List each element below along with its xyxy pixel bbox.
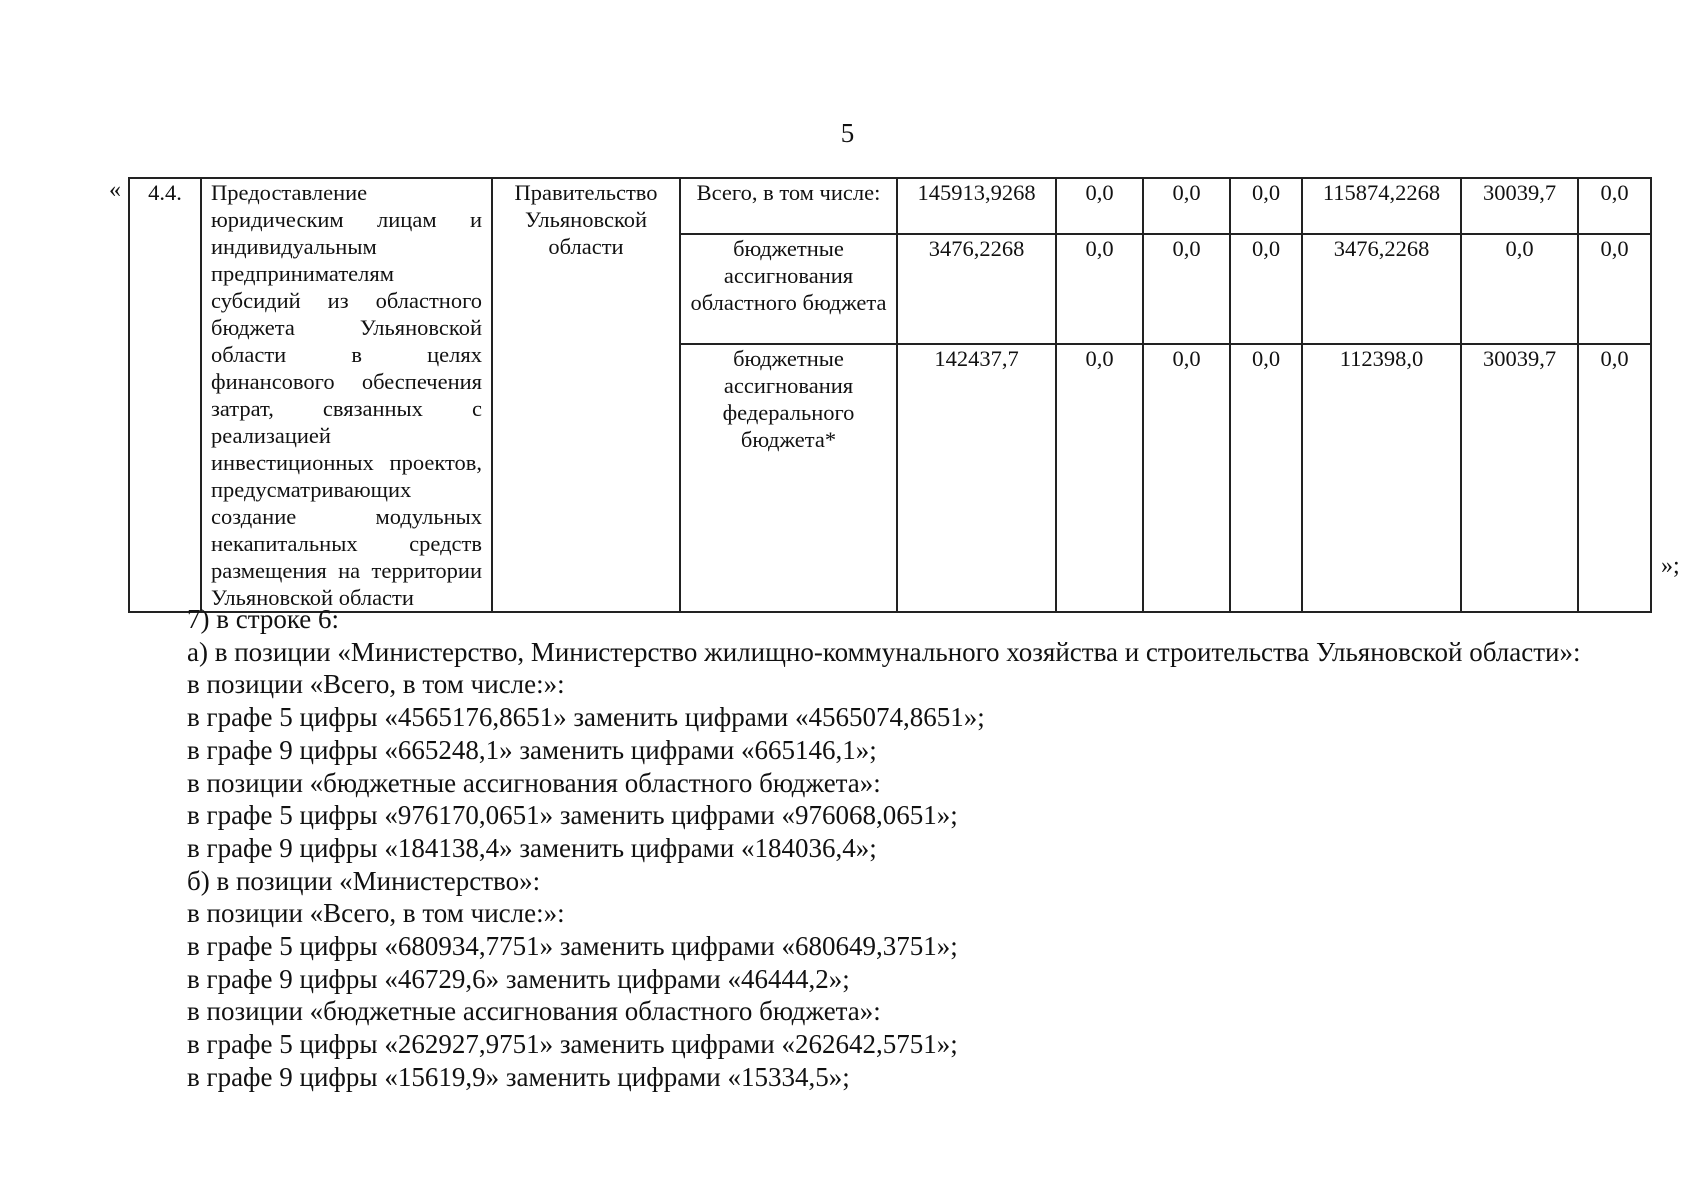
value-cell: 0,0 (1143, 234, 1230, 344)
value-cell: 0,0 (1578, 178, 1651, 234)
instruction-line: в позиции «бюджетные ассигнования областного бюджета»: (187, 767, 881, 798)
measure-description-cell: Предоставление юридическим лицам и индивидуальным предпринимателям субсидий из областного бюджета Ульяновской области в целях финансового обеспечения затрат, связанных с реализацией инвестиционных проектов, предусматривающих создание модульных некапитальных средств размещения на территории Ульяновской области (201, 178, 492, 612)
funding-source-cell: Всего, в том числе: (680, 178, 897, 234)
value-cell: 0,0 (1578, 344, 1651, 612)
instruction-line: в графе 5 цифры «4565176,8651» заменить цифрами «4565074,8651»; (187, 702, 985, 733)
value-cell: 142437,7 (897, 344, 1056, 612)
value-cell: 0,0 (1461, 234, 1578, 344)
instruction-line: а) в позиции «Министерство, Министерство жилищно-коммунального хозяйства и строительства Ульяновской области»: (187, 636, 1581, 667)
value-cell: 0,0 (1143, 178, 1230, 234)
instruction-line: в графе 9 цифры «665248,1» заменить цифрами «665146,1»; (187, 734, 877, 765)
instruction-line: 7) в строке 6: (187, 604, 340, 634)
budget-table (128, 177, 1652, 613)
instruction-line: в позиции «бюджетные ассигнования областного бюджета»: (187, 996, 881, 1027)
funding-source-cell: бюджетные ассигнования областного бюджета (680, 234, 897, 344)
table-row (129, 178, 1651, 234)
instruction-line: в графе 5 цифры «680934,7751» заменить цифрами «680649,3751»; (187, 931, 958, 962)
value-cell: 0,0 (1578, 234, 1651, 344)
instruction-line: в графе 9 цифры «184138,4» заменить цифрами «184036,4»; (187, 832, 877, 863)
page-number: 5 (840, 118, 855, 148)
instruction-line: в позиции «Всего, в том числе:»: (187, 669, 565, 700)
value-cell: 0,0 (1230, 234, 1302, 344)
instruction-line: б) в позиции «Министерство»: (187, 865, 541, 896)
instruction-line: в графе 9 цифры «46729,6» заменить цифрами «46444,2»; (187, 963, 850, 994)
value-cell: 0,0 (1230, 178, 1302, 234)
executor-cell: Правительство Ульяновской области (492, 178, 680, 612)
value-cell: 0,0 (1056, 178, 1143, 234)
opening-quote-mark: « (109, 177, 121, 203)
value-cell: 0,0 (1056, 344, 1143, 612)
value-cell: 145913,9268 (897, 178, 1056, 234)
value-cell: 0,0 (1056, 234, 1143, 344)
value-cell: 0,0 (1143, 344, 1230, 612)
value-cell: 115874,2268 (1302, 178, 1461, 234)
instruction-line: в графе 9 цифры «15619,9» заменить цифрами «15334,5»; (187, 1061, 850, 1092)
value-cell: 30039,7 (1461, 178, 1578, 234)
value-cell: 3476,2268 (1302, 234, 1461, 344)
amendment-instructions (112, 603, 1600, 1094)
instruction-line: в графе 5 цифры «262927,9751» заменить цифрами «262642,5751»; (187, 1029, 958, 1060)
instruction-line: в графе 5 цифры «976170,0651» заменить цифрами «976068,0651»; (187, 800, 958, 831)
closing-quote-mark: »; (1661, 553, 1680, 579)
value-cell: 0,0 (1230, 344, 1302, 612)
funding-source-cell: бюджетные ассигнования федерального бюджета* (680, 344, 897, 612)
value-cell: 3476,2268 (897, 234, 1056, 344)
instruction-line: в позиции «Всего, в том числе:»: (187, 898, 565, 929)
value-cell: 112398,0 (1302, 344, 1461, 612)
item-number-cell: 4.4. (129, 178, 201, 612)
value-cell: 30039,7 (1461, 344, 1578, 612)
